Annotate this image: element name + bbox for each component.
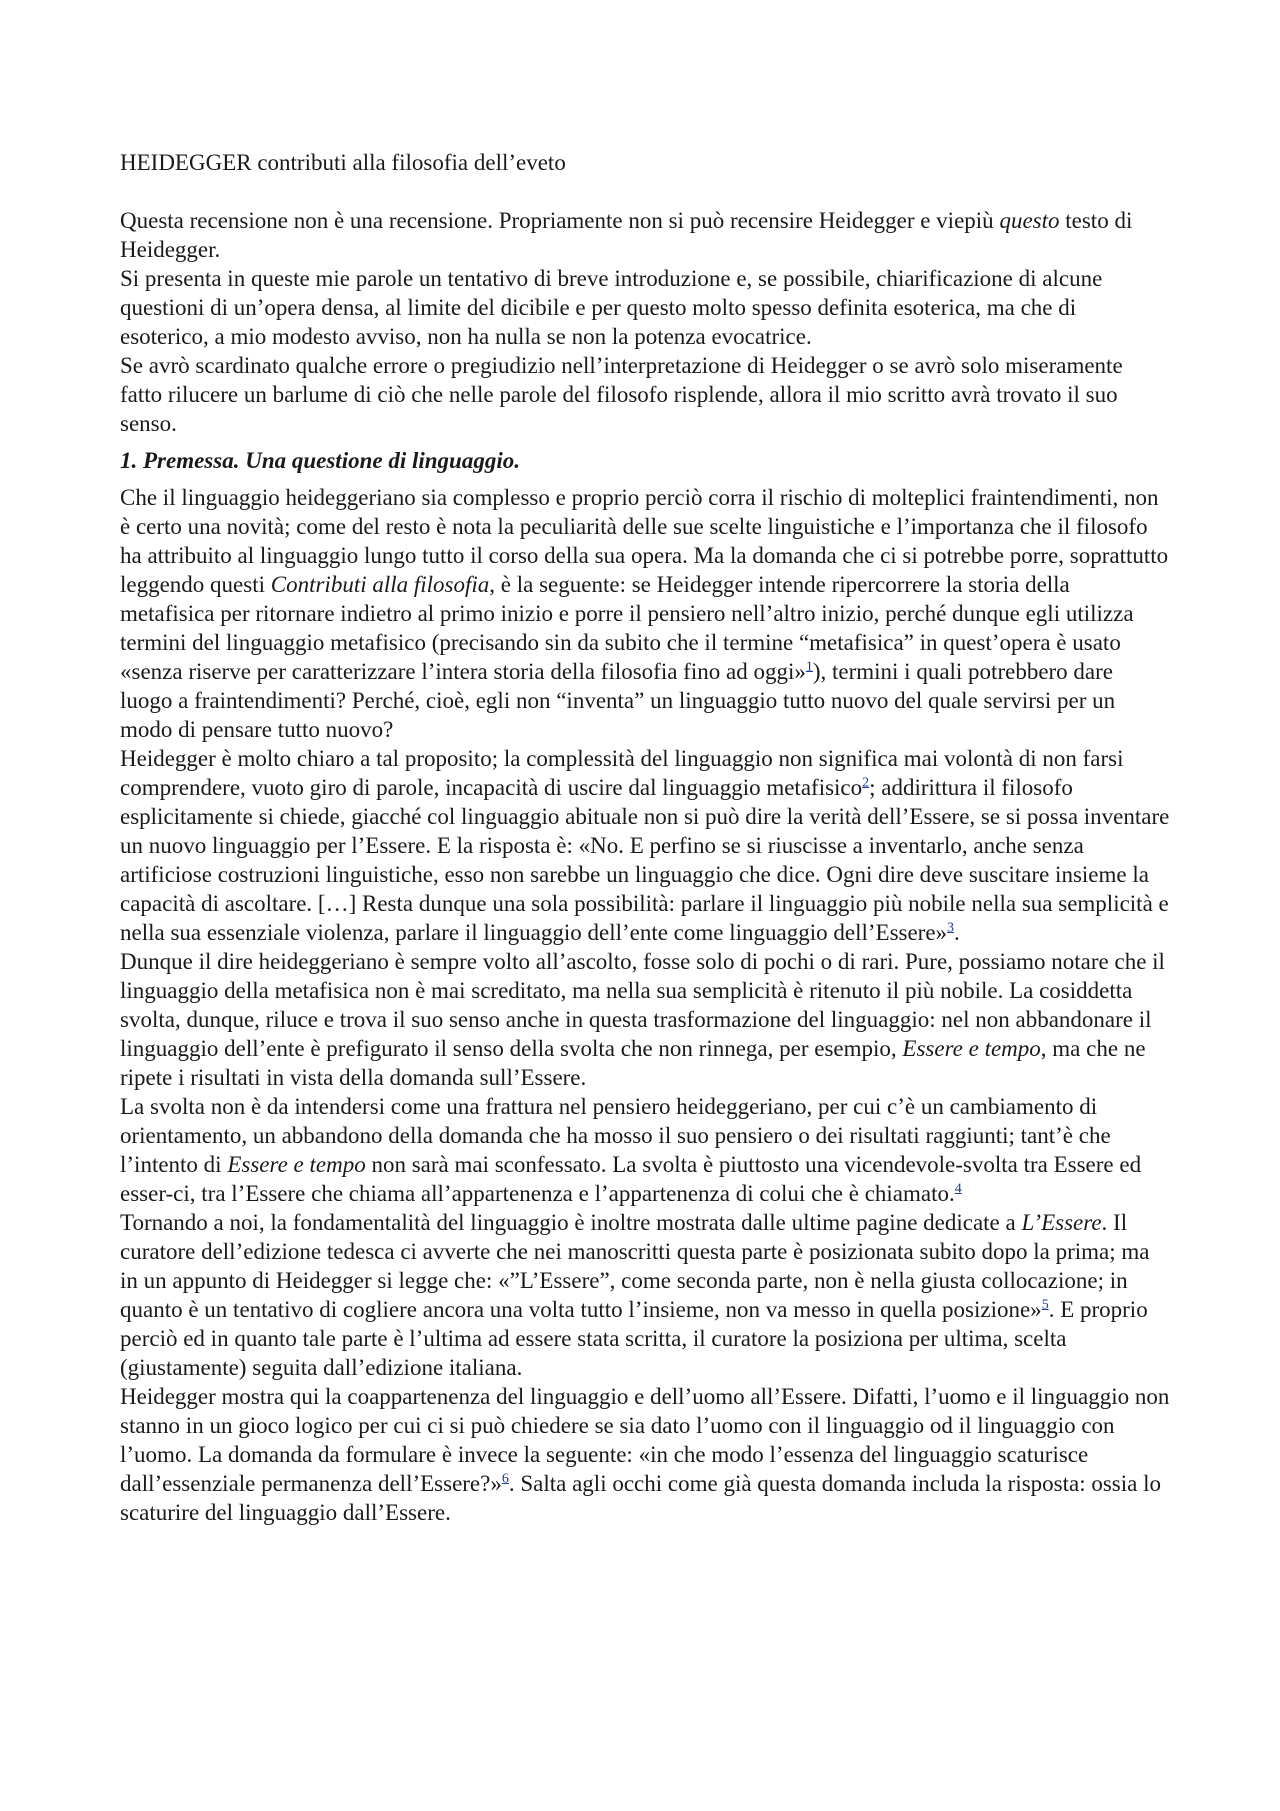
footnote-link-5[interactable]: 5 xyxy=(1041,1297,1049,1313)
text-run: Heidegger mostra qui la coappartenenza del linguaggio e dell’uomo all’Essere. Difatti, l’uomo e il linguaggio non stanno in un gioco logico per cui ci si può chiedere se sia dato l’uomo con il linguaggio od il linguaggio con l’uomo. La domanda da formulare è invece la seguente: «in che modo l’essenza del linguaggio scaturisce dall’essenziale permanenza dell’Essere?» xyxy=(120,1384,1170,1496)
footnote-link-4[interactable]: 4 xyxy=(954,1181,962,1197)
text-run: Tornando a noi, la fondamentalità del linguaggio è inoltre mostrata dalle ultime pagine dedicate a xyxy=(120,1210,1022,1235)
text-run: ; addirittura il filosofo esplicitamente si chiede, giacché col linguaggio abituale non si può dire la verità dell’Essere, se si possa inventare un nuovo linguaggio per l’Essere. E la risposta è: «No. E perfino se si riuscisse a inventarlo, anche senza artificiose costruzioni linguistiche, esso non sarebbe un linguaggio che dice. Ogni dire deve suscitare insieme la capacità di ascoltare. […] Resta dunque una sola possibilità: parlare il linguaggio più nobile nella sua semplicità e nella sua essenziale violenza, parlare il linguaggio dell’ente come linguaggio dell’Essere» xyxy=(120,775,1170,945)
emphasis-text: questo xyxy=(999,208,1060,233)
body-paragraph-3 xyxy=(120,947,1170,1092)
body-paragraph-6 xyxy=(120,1382,1170,1527)
text-run: , ma che ne ripete i risultati in vista della domanda sull’Essere. xyxy=(120,1036,1146,1090)
text-run: Che il linguaggio heideggeriano sia complesso e proprio perciò corra il rischio di molteplici fraintendimenti, non è certo una novità; come del resto è nota la peculiarità delle sue scelte linguistiche e l’importanza che il filosofo ha attribuito al linguaggio lungo tutto il corso della sua opera. Ma la domanda che ci si potrebbe porre, soprattutto leggendo questi xyxy=(120,485,1169,597)
section-body xyxy=(120,483,1170,1527)
footnote-link-1[interactable]: 1 xyxy=(805,659,813,675)
intro-paragraph-1 xyxy=(120,206,1170,264)
footnote-link-2[interactable]: 2 xyxy=(862,775,870,791)
emphasis-text: Contributi alla filosofia xyxy=(270,572,490,597)
text-run: . Il curatore dell’edizione tedesca ci avverte che nei manoscritti questa parte è posizionata subito dopo la prima; ma in un appunto di Heidegger si legge che: «”L’Essere”, come seconda parte, non è nella giusta collocazione; in quanto è un tentativo di cogliere ancora una volta tutto l’insieme, non va messo in quella posizione» xyxy=(120,1210,1150,1322)
intro-paragraph-3: Se avrò scardinato qualche errore o pregiudizio nell’interpretazione di Heidegger o se avrò solo miseramente fatto rilucere un barlume di ciò che nelle parole del filosofo risplende, allora il mio scritto avrà trovato il suo senso. xyxy=(120,353,1123,436)
text-run: . E proprio perciò ed in quanto tale parte è l’ultima ad essere stata scritta, il curatore la posiziona per ultima, scelta (giustamente) seguita dall’edizione italiana. xyxy=(120,1297,1148,1380)
text-run: , è la seguente: se Heidegger intende ripercorrere la storia della metafisica per ritornare indietro al primo inizio e porre il pensiero nell’altro inizio, perché dunque egli utilizza termini del linguaggio metafisico (precisando sin da subito che il termine “metafisica” in quest’opera è usato «senza riserve per caratterizzare l’intera storia della filosofia fino ad oggi» xyxy=(120,572,1134,684)
text-run: Dunque il dire heideggeriano è sempre volto all’ascolto, fosse solo di pochi o di rari. Pure, possiamo notare che il linguaggio della metafisica non è mai screditato, ma nella sua semplicità è ritenuto il più nobile. La cosiddetta svolta, dunque, riluce e trova il suo senso anche in questa trasformazione del linguaggio: nel non abbandonare il linguaggio dell’ente è prefigurato il senso della svolta che non rinnega, per esempio, xyxy=(120,949,1165,1061)
footnote-link-6[interactable]: 6 xyxy=(501,1471,509,1487)
text-run: testo di Heidegger. xyxy=(120,208,1133,262)
intro-section xyxy=(120,206,1170,438)
text-run: ), termini i quali potrebbero dare luogo a fraintendimenti? Perché, cioè, egli non “inventa” un linguaggio tutto nuovo del quale servirsi per un modo di pensare tutto nuovo? xyxy=(120,659,1116,742)
emphasis-text: L’Essere xyxy=(1021,1210,1102,1235)
body-paragraph-5 xyxy=(120,1208,1170,1382)
document-title: HEIDEGGER contributi alla filosofia dell’eveto xyxy=(120,150,566,175)
emphasis-text: Essere e tempo xyxy=(227,1152,366,1177)
text-run: . Salta agli occhi come già questa domanda includa la risposta: ossia lo scaturire del linguaggio dall’Essere. xyxy=(120,1471,1161,1525)
body-paragraph-2 xyxy=(120,744,1170,947)
section-heading: 1. Premessa. Una questione di linguaggio. xyxy=(120,448,520,473)
footnote-link-3[interactable]: 3 xyxy=(947,920,955,936)
body-paragraph-1 xyxy=(120,483,1170,744)
text-run: non sarà mai sconfessato. La svolta è piuttosto una vicendevole-svolta tra Essere ed esser-ci, tra l’Essere che chiama all’appartenenza e l’appartenenza di colui che è chiamato. xyxy=(120,1152,1142,1206)
text-run: . xyxy=(954,920,960,945)
text-run: La svolta non è da intendersi come una frattura nel pensiero heideggeriano, per cui c’è un cambiamento di orientamento, un abbandono della domanda che ha mosso il suo pensiero o dei risultati raggiunti; tant’è che l’intento di xyxy=(120,1094,1111,1177)
body-paragraph-4 xyxy=(120,1092,1170,1208)
intro-paragraph-2: Si presenta in queste mie parole un tentativo di breve introduzione e, se possibile, chiarificazione di alcune questioni di un’opera densa, al limite del dicibile e per questo molto spesso definita esoterica, ma che di esoterico, a mio modesto avviso, non ha nulla se non la potenza evocatrice. xyxy=(120,266,1103,349)
text-run: Questa recensione non è una recensione. Propriamente non si può recensire Heidegger e viepiù xyxy=(120,208,1000,233)
document-page xyxy=(120,148,1170,1527)
text-run: Heidegger è molto chiaro a tal proposito; la complessità del linguaggio non significa mai volontà di non farsi comprendere, vuoto giro di parole, incapacità di uscire dal linguaggio metafisico xyxy=(120,746,1124,800)
emphasis-text: Essere e tempo xyxy=(902,1036,1041,1061)
